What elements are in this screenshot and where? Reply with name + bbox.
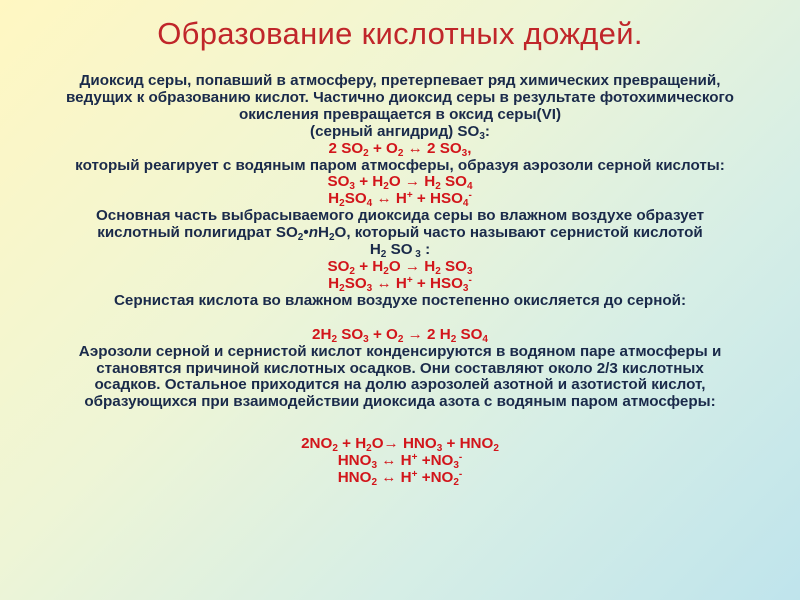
equation: 2 $SO_2 + O_2$ ↔ 2 $SO_3$, [328, 139, 472, 159]
text-line: окисления превращается в оксид серы(VI) [238, 105, 562, 123]
equation: $SO_2 + H_2O \to H_2$ $SO_3$ [327, 257, 473, 277]
equation: $SO_3 + H_2O \to H_2$ $SO_4$ [327, 173, 473, 193]
text-line: осадков. Остальное приходится на долю аэрозолей азотной и азотистой кислот, [94, 376, 706, 394]
text-line: Сернистая кислота во влажном воздухе постепенно окисляется до серной: [113, 291, 687, 309]
slide-title: Образование кислотных дождей. [157, 16, 643, 51]
text-line: Основная часть выбрасываемого диоксида серы во влажном воздухе образует [95, 207, 705, 225]
text-line: $H_2$ SO $_3$ : [369, 241, 431, 261]
spacer [4, 411, 796, 436]
spacer [4, 310, 796, 327]
text-line: Аэрозоли серной и сернистой кислот конденсируются в водяном паре атмосферы и [78, 342, 722, 360]
equation: $H_2SO_4$ ↔ $H^+ + HSO_4^-$ [328, 190, 472, 210]
equation: $2H_2$ $SO_3 + O_2 \to 2$ $H_2$ $SO_4$ [312, 325, 488, 345]
equation: $H_2SO_3$ ↔ $H^+ + HSO_3^-$ [328, 274, 472, 294]
equation: $2NO_2 + H_2O\to HNO_3 + HNO_2$ [301, 435, 499, 455]
equation: $HNO_3$ ↔ $H^+ +NO_3^-$ [337, 452, 463, 472]
slide-body [4, 73, 796, 487]
text-line: кислотный полигидрат $SO_2•nH_2O$, который часто называют сернистой кислотой [97, 224, 703, 244]
equation: $HNO_2$ ↔ $H^+ +NO_2^-$ [337, 469, 463, 489]
text-line: (серный ангидрид) $SO_3$: [310, 122, 490, 142]
text-line: Диоксид серы, попавший в атмосферу, претерпевает ряд химических превращений, [79, 72, 721, 89]
text-line: становятся причиной кислотных осадков. Они составляют около 2/3 кислотных [96, 359, 704, 377]
text-line: образующихся при взаимодействии диоксида азота с водяным паром атмосферы: [84, 393, 716, 411]
text-line: который реагирует с водяным паром атмосферы, образуя аэрозоли серной кислоты: [75, 156, 725, 174]
text-line: ведущих к образованию кислот. Частично диоксид серы в результате фотохимического [66, 88, 734, 106]
